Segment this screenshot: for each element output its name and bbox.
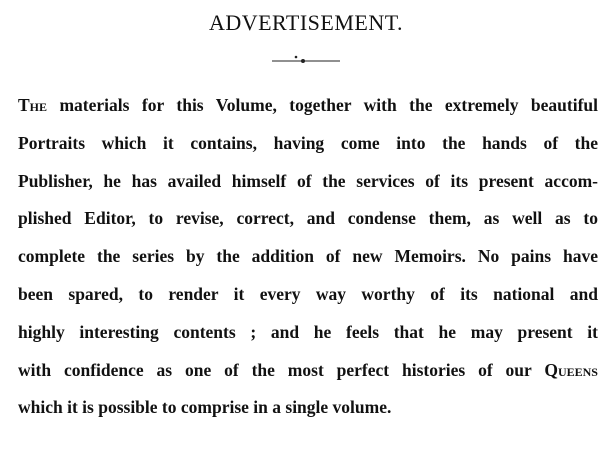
page-title: ADVERTISEMENT. [208,10,404,35]
paragraph-line-5: complete the series by the addition of new Memoirs. No pains have [18,246,598,267]
lead-word: The [18,95,48,115]
paragraph-line-8 [18,352,598,390]
paragraph-line-7: highly interesting contents ; and he feels that he may present it [18,321,598,342]
paragraph-line-4: plished Editor, to revise, correct, and condense them, as well as to [18,208,598,229]
paragraph-line-1 [18,87,598,125]
paragraph-line-6: been spared, to render it every way worthy of its national and [18,283,598,304]
ornament-icon [266,52,346,66]
small-caps-word: Queens [544,359,598,380]
paragraph-line-9: which it is possible to comprise in a single volume. [18,397,392,418]
paragraph-line-3: Publisher, he has availed himself of the services of its present accom- [18,170,598,191]
paragraph-line-2: Portraits which it contains, having come into the hands of the [18,132,598,153]
ornament-divider [0,52,612,66]
line-text: with confidence as one of the most perfect histories of our [18,359,545,380]
line-text: materials for this Volume, together with the extremely beautiful [47,95,598,115]
advertisement-paragraph [18,87,598,427]
